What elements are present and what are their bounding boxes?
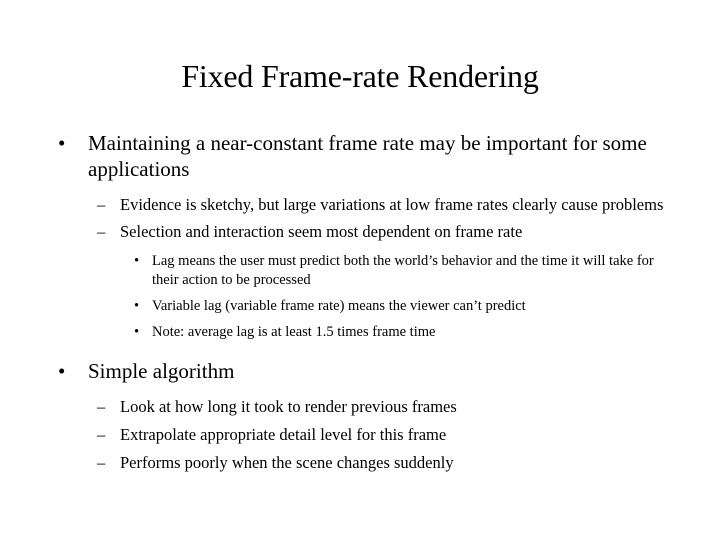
bullet-text: Evidence is sketchy, but large variations at low frame rates clearly cause problems — [120, 195, 664, 214]
bullet-marker: • — [134, 298, 140, 314]
bullet-text: Extrapolate appropriate detail level for this frame — [120, 425, 447, 444]
bullet-level3 — [0, 297, 720, 316]
bullet-text: Lag means the user must predict both the world’s behavior and the time it will take for their action to be processed — [152, 253, 654, 288]
slide-body — [0, 130, 720, 473]
bullet-text: Look at how long it took to render previous frames — [120, 397, 457, 416]
bullet-level2 — [0, 424, 720, 445]
dash-marker: – — [97, 222, 106, 241]
dash-marker: – — [97, 397, 106, 416]
bullet-level1 — [0, 130, 720, 182]
bullet-level2 — [0, 396, 720, 417]
bullet-level3 — [0, 252, 720, 290]
bullet-text: Simple algorithm — [88, 359, 235, 383]
bullet-marker: • — [58, 131, 66, 155]
bullet-text: Variable lag (variable frame rate) means the viewer can’t predict — [152, 298, 526, 314]
bullet-text: Maintaining a near-constant frame rate may be important for some applications — [88, 131, 647, 181]
dash-marker: – — [97, 425, 106, 444]
dash-marker: – — [97, 195, 106, 214]
bullet-text: Performs poorly when the scene changes suddenly — [120, 453, 454, 472]
bullet-level2 — [0, 194, 720, 215]
bullet-marker: • — [58, 359, 66, 383]
bullet-text: Note: average lag is at least 1.5 times frame time — [152, 324, 436, 340]
bullet-text: Selection and interaction seem most dependent on frame rate — [120, 222, 523, 241]
bullet-level2 — [0, 452, 720, 473]
bullet-marker: • — [134, 324, 140, 340]
bullet-level2 — [0, 221, 720, 242]
bullet-level3 — [0, 323, 720, 342]
bullet-level1 — [0, 358, 720, 384]
dash-marker: – — [97, 453, 106, 472]
slide-title: Fixed Frame-rate Rendering — [181, 58, 539, 94]
bullet-marker: • — [134, 253, 140, 269]
